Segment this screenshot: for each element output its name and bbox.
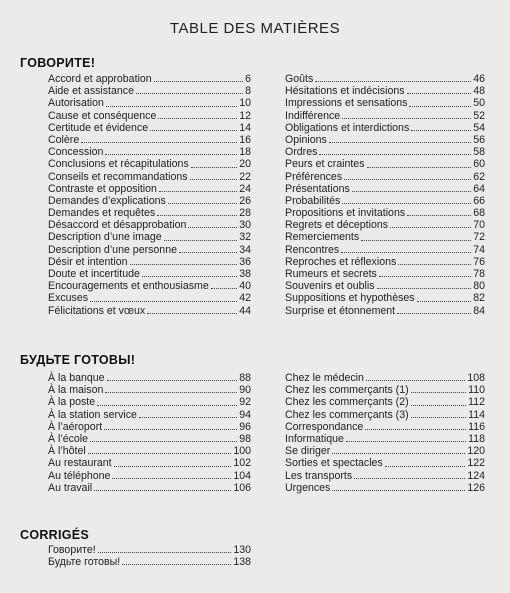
toc-entry <box>285 207 485 219</box>
toc-entry-title: Sorties et spectacles <box>285 457 383 470</box>
toc-entry <box>48 207 251 219</box>
dot-leader <box>417 301 472 302</box>
dot-leader <box>361 240 471 241</box>
toc-entry <box>48 384 251 396</box>
toc-entry-page-number: 6 <box>245 73 251 85</box>
toc-entry-page-number: 112 <box>468 396 485 409</box>
toc-entry <box>285 244 485 256</box>
toc-entry-title: Aide et assistance <box>48 85 134 98</box>
toc-entry-page-number: 78 <box>473 268 485 280</box>
dot-leader <box>332 453 465 454</box>
toc-entry <box>48 183 251 195</box>
toc-entry-title: Goûts <box>285 73 314 85</box>
toc-entry-title: À l’aéroport <box>48 420 103 433</box>
toc-entry-page-number: 54 <box>473 121 485 134</box>
toc-entry-title: Surprise et étonnement <box>285 304 396 317</box>
toc-entry <box>48 171 251 183</box>
toc-entry <box>285 171 485 183</box>
toc-entry-page-number: 10 <box>239 97 251 110</box>
dot-leader <box>122 564 231 565</box>
toc-entry <box>48 482 251 494</box>
toc-entry-page-number: 58 <box>473 146 485 159</box>
toc-entry-title: Regrets et déceptions <box>285 219 389 232</box>
toc-entry-page-number: 102 <box>233 457 251 470</box>
toc-entry-title: Opinions <box>285 133 327 146</box>
dot-leader <box>154 81 243 82</box>
toc-entry <box>285 158 485 170</box>
dot-leader <box>105 154 237 155</box>
toc-entry-page-number: 110 <box>468 384 485 397</box>
dot-leader <box>136 93 243 94</box>
toc-entry-title: Rumeurs et secrets <box>285 268 377 280</box>
toc-entry <box>48 556 251 568</box>
toc-entry-title: Obligations et interdictions <box>285 121 410 134</box>
dot-leader <box>379 276 471 277</box>
toc-entry <box>48 280 251 292</box>
toc-entry-page-number: 64 <box>473 182 485 195</box>
toc-entry <box>285 110 485 122</box>
dot-leader <box>354 478 465 479</box>
toc-entry-title: Ordres <box>285 146 318 159</box>
toc-entry-title: Au téléphone <box>48 469 111 482</box>
dot-leader <box>352 191 471 192</box>
dot-leader <box>315 81 471 82</box>
toc-entry-title: Будьте готовы! <box>48 556 121 569</box>
dot-leader <box>398 264 471 265</box>
toc-entry-title: Au restaurant <box>48 457 112 470</box>
toc-entry-page-number: 30 <box>239 219 251 232</box>
toc-entry <box>285 292 485 304</box>
toc-entry-page-number: 120 <box>467 445 485 458</box>
dot-leader <box>407 93 472 94</box>
toc-entry-title: À l’école <box>48 432 89 445</box>
toc-entry-title: À la station service <box>48 408 137 421</box>
dot-leader <box>366 380 465 381</box>
dot-leader <box>150 130 237 131</box>
toc-entry <box>48 433 251 445</box>
toc-entry-title: À la poste <box>48 396 96 409</box>
toc-entry <box>48 256 251 268</box>
toc-entry-title: Félicitations et vœux <box>48 304 146 317</box>
toc-entry-title: Encouragements et enthousiasme <box>48 280 209 293</box>
toc-entry-page-number: 130 <box>233 544 251 556</box>
toc-entry-title: Suppositions et hypothèses <box>285 292 415 305</box>
section-heading-corriges: CORRIGÉS <box>20 528 90 542</box>
toc-entry-page-number: 26 <box>239 194 251 207</box>
toc-entry-title: À la banque <box>48 372 105 384</box>
toc-entry-page-number: 28 <box>239 207 251 220</box>
toc-entry-page-number: 138 <box>233 556 251 569</box>
toc-entry <box>48 409 251 421</box>
toc-entry-title: Correspondance <box>285 420 364 433</box>
toc-entry <box>48 146 251 158</box>
toc-entry-title: Désir et intention <box>48 255 128 268</box>
dot-leader <box>164 240 238 241</box>
dot-leader <box>97 405 237 406</box>
toc-entry <box>48 244 251 256</box>
toc-column-s1-left <box>48 73 251 317</box>
toc-entry-title: Probabilités <box>285 194 341 207</box>
dot-leader <box>411 405 466 406</box>
toc-entry-page-number: 108 <box>467 372 485 384</box>
toc-entry-title: Au travail <box>48 481 93 494</box>
toc-entry <box>285 305 485 317</box>
toc-entry-page-number: 8 <box>245 85 251 98</box>
toc-entry-title: Colère <box>48 133 80 146</box>
section-heading-govorite: ГОВОРИТЕ! <box>20 56 96 70</box>
dot-leader <box>367 167 472 168</box>
toc-entry <box>285 122 485 134</box>
toc-entry <box>285 482 485 494</box>
dot-leader <box>105 392 237 393</box>
dot-leader <box>190 179 238 180</box>
toc-entry-page-number: 48 <box>473 85 485 98</box>
toc-entry-title: Contraste et opposition <box>48 182 157 195</box>
toc-entry-title: À la maison <box>48 384 104 397</box>
toc-entry-page-number: 62 <box>473 170 485 183</box>
toc-entry-page-number: 42 <box>239 292 251 305</box>
toc-entry-title: Hésitations et indécisions <box>285 85 405 98</box>
section-heading-budte-gotovy: БУДЬТЕ ГОТОВЫ! <box>20 353 136 367</box>
toc-entry-title: Conseils et recommandations <box>48 170 188 183</box>
toc-column-s3-left <box>48 544 251 568</box>
toc-entry-page-number: 52 <box>473 109 485 122</box>
dot-leader <box>332 490 465 491</box>
toc-entry-page-number: 118 <box>468 432 485 445</box>
toc-entry-page-number: 40 <box>239 280 251 293</box>
toc-entry <box>285 280 485 292</box>
dot-leader <box>81 142 237 143</box>
toc-entry-page-number: 96 <box>239 420 251 433</box>
dot-leader <box>106 106 237 107</box>
dot-leader <box>390 227 471 228</box>
toc-entry-title: Description d’une personne <box>48 243 177 256</box>
dot-leader <box>411 130 471 131</box>
toc-entry-page-number: 36 <box>239 255 251 268</box>
dot-leader <box>94 490 231 491</box>
toc-entry-page-number: 126 <box>467 481 485 494</box>
toc-entry-page-number: 74 <box>473 243 485 256</box>
toc-entry-page-number: 38 <box>239 268 251 280</box>
dot-leader <box>409 106 471 107</box>
toc-entry-title: Chez les commerçants (3) <box>285 408 409 421</box>
toc-entry-title: Désaccord et désapprobation <box>48 219 187 232</box>
toc-entry <box>48 544 251 556</box>
toc-entry-title: Certitude et évidence <box>48 121 149 134</box>
toc-entry <box>285 396 485 408</box>
toc-entry <box>48 231 251 243</box>
toc-entry-page-number: 66 <box>473 194 485 207</box>
toc-entry-page-number: 84 <box>473 304 485 317</box>
toc-entry <box>48 292 251 304</box>
toc-entry <box>48 457 251 469</box>
dot-leader <box>98 552 232 553</box>
toc-entry-page-number: 104 <box>233 469 251 482</box>
dot-leader <box>90 301 237 302</box>
toc-entry-title: Chez les commerçants (1) <box>285 384 409 397</box>
dot-leader <box>139 417 237 418</box>
toc-entry-title: Demandes d’explications <box>48 194 166 207</box>
toc-entry-title: Urgences <box>285 481 331 494</box>
toc-entry <box>48 110 251 122</box>
toc-entry <box>48 219 251 231</box>
dot-leader <box>377 288 472 289</box>
toc-entry-page-number: 24 <box>239 182 251 195</box>
toc-column-s2-right <box>285 372 485 494</box>
dot-leader <box>319 154 471 155</box>
toc-entry-page-number: 20 <box>239 158 251 171</box>
toc-entry-page-number: 76 <box>473 255 485 268</box>
dot-leader <box>88 453 232 454</box>
toc-entry-title: Se diriger <box>285 445 331 458</box>
toc-entry <box>48 158 251 170</box>
dot-leader <box>385 466 466 467</box>
toc-entry-page-number: 88 <box>239 372 251 384</box>
toc-entry-title: Chez le médecin <box>285 372 364 384</box>
toc-entry-page-number: 22 <box>239 170 251 183</box>
dot-leader <box>342 118 471 119</box>
dot-leader <box>411 392 466 393</box>
toc-column-s2-left <box>48 372 251 494</box>
dot-leader <box>411 417 466 418</box>
toc-entry-title: Autorisation <box>48 97 104 110</box>
toc-entry <box>48 122 251 134</box>
toc-entry <box>48 85 251 97</box>
toc-entry-page-number: 98 <box>239 432 251 445</box>
toc-entry <box>285 85 485 97</box>
dot-leader <box>104 429 237 430</box>
toc-entry <box>285 219 485 231</box>
toc-entry-page-number: 92 <box>239 396 251 409</box>
dot-leader <box>397 313 471 314</box>
toc-entry <box>285 470 485 482</box>
toc-entry <box>48 372 251 384</box>
toc-entry <box>285 457 485 469</box>
dot-leader <box>159 191 237 192</box>
toc-entry <box>285 409 485 421</box>
toc-entry <box>285 268 485 280</box>
toc-entry-title: Excuses <box>48 292 89 305</box>
dot-leader <box>191 167 237 168</box>
toc-entry-title: Conclusions et récapitulations <box>48 158 189 171</box>
dot-leader <box>342 203 471 204</box>
toc-entry <box>285 183 485 195</box>
toc-entry-page-number: 14 <box>239 121 251 134</box>
toc-entry-title: Préférences <box>285 170 343 183</box>
toc-entry-page-number: 124 <box>467 469 485 482</box>
dot-leader <box>344 179 471 180</box>
toc-entry-page-number: 60 <box>473 158 485 171</box>
toc-entry <box>285 146 485 158</box>
toc-entry-title: Concession <box>48 146 104 159</box>
toc-entry-page-number: 70 <box>473 219 485 232</box>
dot-leader <box>130 264 238 265</box>
toc-entry-title: Informatique <box>285 432 344 445</box>
toc-entry-page-number: 18 <box>239 146 251 159</box>
toc-entry-page-number: 50 <box>473 97 485 110</box>
toc-entry-page-number: 56 <box>473 133 485 146</box>
toc-entry-page-number: 90 <box>239 384 251 397</box>
toc-entry <box>285 195 485 207</box>
toc-entry <box>285 433 485 445</box>
toc-entry-page-number: 32 <box>239 231 251 244</box>
toc-entry-page-number: 68 <box>473 207 485 220</box>
toc-entry <box>48 396 251 408</box>
toc-entry-page-number: 34 <box>239 243 251 256</box>
toc-column-s1-right <box>285 73 485 317</box>
toc-entry-page-number: 100 <box>233 445 251 458</box>
toc-entry <box>48 268 251 280</box>
toc-entry-title: Propositions et invitations <box>285 207 406 220</box>
toc-entry-title: À l’hôtel <box>48 445 86 458</box>
toc-entry-title: Peurs et craintes <box>285 158 365 171</box>
toc-entry <box>285 256 485 268</box>
dot-leader <box>407 215 471 216</box>
toc-entry-title: Les transports <box>285 469 353 482</box>
toc-entry <box>48 97 251 109</box>
toc-entry-title: Cause et conséquence <box>48 109 157 122</box>
bleed-through-text <box>170 2 173 12</box>
toc-entry-title: Говорите! <box>48 544 96 556</box>
toc-entry-title: Impressions et sensations <box>285 97 408 110</box>
toc-entry <box>48 305 251 317</box>
toc-entry <box>48 421 251 433</box>
dot-leader <box>158 118 237 119</box>
toc-entry-title: Doute et incertitude <box>48 268 140 280</box>
toc-entry-title: Demandes et requêtes <box>48 207 156 220</box>
toc-entry-page-number: 72 <box>473 231 485 244</box>
toc-entry <box>285 97 485 109</box>
dot-leader <box>341 252 471 253</box>
dot-leader <box>211 288 237 289</box>
dot-leader <box>107 380 238 381</box>
dot-leader <box>179 252 237 253</box>
dot-leader <box>157 215 237 216</box>
dot-leader <box>188 227 237 228</box>
toc-entry-page-number: 80 <box>473 280 485 293</box>
toc-entry-title: Rencontres <box>285 243 340 256</box>
toc-entry-title: Indifférence <box>285 109 341 122</box>
toc-entry-title: Description d’une image <box>48 231 162 244</box>
toc-entry-title: Remerciements <box>285 231 360 244</box>
dot-leader <box>147 313 237 314</box>
toc-entry-title: Accord et approbation <box>48 73 152 85</box>
dot-leader <box>168 203 237 204</box>
toc-entry <box>48 445 251 457</box>
dot-leader <box>90 441 237 442</box>
toc-entry-title: Souvenirs et oublis <box>285 280 375 293</box>
toc-entry <box>48 134 251 146</box>
toc-entry <box>48 195 251 207</box>
dot-leader <box>114 466 232 467</box>
dot-leader <box>365 429 466 430</box>
toc-entry-page-number: 44 <box>239 304 251 317</box>
toc-entry-page-number: 82 <box>473 292 485 305</box>
toc-entry <box>285 384 485 396</box>
toc-entry-page-number: 12 <box>239 109 251 122</box>
toc-entry-page-number: 16 <box>239 133 251 146</box>
toc-entry <box>285 73 485 85</box>
toc-entry <box>285 372 485 384</box>
toc-entry-page-number: 114 <box>468 408 485 421</box>
dot-leader <box>346 441 466 442</box>
dot-leader <box>329 142 471 143</box>
toc-entry <box>285 134 485 146</box>
toc-entry-title: Reproches et réflexions <box>285 255 397 268</box>
dot-leader <box>142 276 237 277</box>
toc-entry-title: Présentations <box>285 182 350 195</box>
toc-entry-page-number: 46 <box>473 73 485 85</box>
toc-entry <box>285 231 485 243</box>
toc-entry <box>48 470 251 482</box>
toc-entry-page-number: 122 <box>467 457 485 470</box>
toc-entry-page-number: 106 <box>233 481 251 494</box>
toc-entry <box>48 73 251 85</box>
toc-entry-title: Chez les commerçants (2) <box>285 396 409 409</box>
page-title: TABLE DES MATIÈRES <box>169 20 341 37</box>
toc-entry <box>285 445 485 457</box>
dot-leader <box>112 478 231 479</box>
toc-entry-page-number: 116 <box>468 420 485 433</box>
toc-entry <box>285 421 485 433</box>
toc-entry-page-number: 94 <box>239 408 251 421</box>
